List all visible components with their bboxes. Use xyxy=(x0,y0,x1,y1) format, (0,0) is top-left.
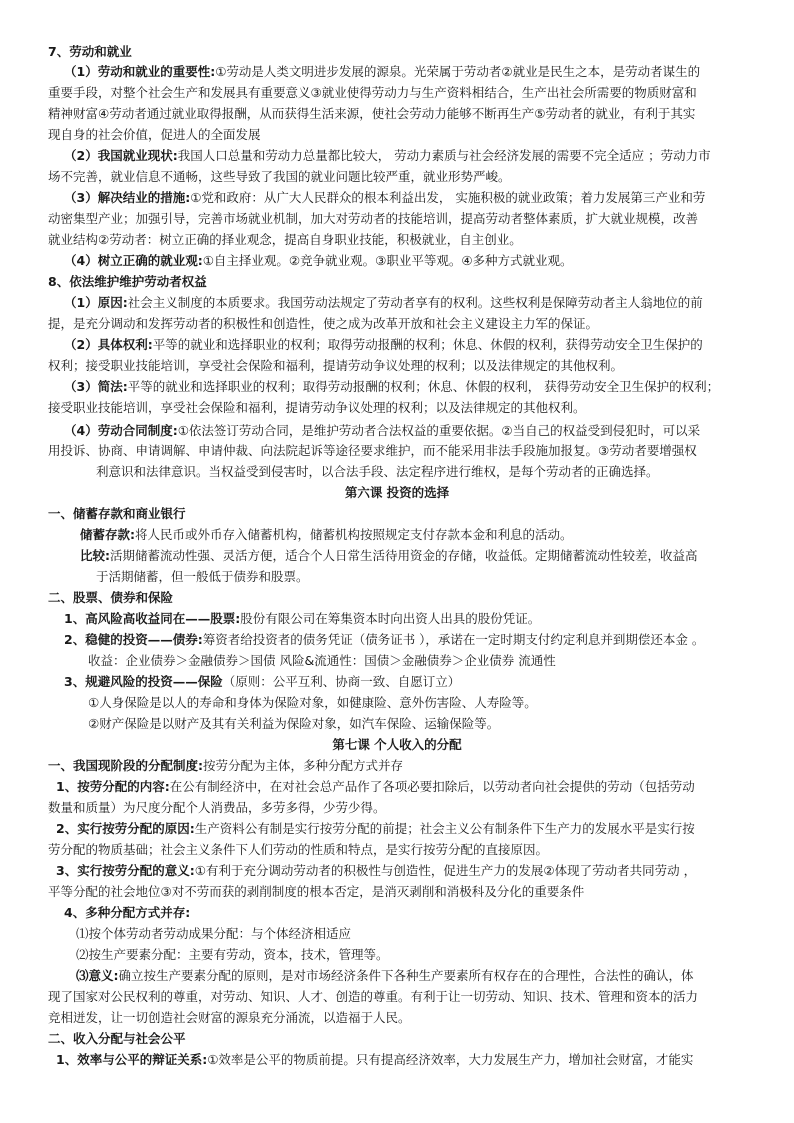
heading-line xyxy=(64,903,190,923)
heading-line xyxy=(48,1029,186,1049)
bold-label: 储蓄存款: xyxy=(80,527,135,542)
text-line xyxy=(64,146,711,166)
text-line xyxy=(48,104,695,124)
text-line xyxy=(88,651,556,671)
line-text: 竞相迸发，让一切创造社会财富的源泉充分涌流，以造福于人民。 xyxy=(48,1010,411,1025)
line-text: 就业结构②劳动者：树立正确的择业观念，提高自身职业技能，积极就业，自主创业。 xyxy=(48,232,522,247)
line-text: ①党和政府：从广大人民群众的根本利益出发， 实施积极的就业政策；着力发展第三产业和劳 xyxy=(190,190,706,205)
text-line xyxy=(80,525,573,545)
heading-line xyxy=(48,588,173,608)
line-text: 在公有制经济中，在对社会总产品作了各项必要扣除后，以劳动者向社会提供的劳动（包括劳动 xyxy=(169,779,695,794)
line-text: 二、股票、债券和保险 xyxy=(48,590,174,605)
bold-label: 3、规避风险的投资——保险 xyxy=(64,674,223,689)
line-text: 第七课 个人收入的分配 xyxy=(332,737,462,752)
bold-label: 1、高风险高收益同在——股票: xyxy=(64,611,241,626)
text-line xyxy=(64,377,719,397)
line-text: ⑴按个体劳动者劳动成果分配：与个体经济相适应 xyxy=(76,926,352,941)
section-heading xyxy=(0,483,794,503)
text-line xyxy=(64,421,700,441)
bold-label: （2）具体权利: xyxy=(64,337,153,352)
text-line xyxy=(48,167,511,187)
text-line xyxy=(48,756,403,776)
bold-label: （1）原因: xyxy=(64,295,128,310)
line-text: 现自身的社会价值，促进人的全面发展 xyxy=(48,127,261,142)
line-text: 于活期储蓄，但一般低于债券和股票。 xyxy=(96,569,309,584)
text-line xyxy=(64,609,540,629)
text-line xyxy=(80,546,698,566)
line-text: 动密集型产业；加强引导，完善市场就业机制，加大对劳动者的技能培训，提高劳动者整体素质，扩大就业规模，改善 xyxy=(48,211,699,226)
text-line xyxy=(48,230,522,250)
text-line xyxy=(48,798,386,818)
line-text: 7、劳动和就业 xyxy=(48,44,132,59)
line-text: 生产资料公有制是实行按劳分配的前提；社会主义公有制条件下生产力的发展水平是实行按 xyxy=(194,821,695,836)
text-line xyxy=(56,777,695,797)
line-text: ⑵按生产要素分配：主要有劳动，资本，技术，管理等。 xyxy=(76,947,389,962)
bold-label: 1、按劳分配的内容: xyxy=(56,779,170,794)
text-line xyxy=(48,83,697,103)
text-line xyxy=(56,1050,693,1070)
line-text: 接受职业技能培训，享受社会保险和福利，提请劳动争议处理的权利；以及法律规定的其他权利。 xyxy=(48,400,586,415)
line-text: ①自主择业观。②竞争就业观。③职业平等观。④多种方式就业观。 xyxy=(202,253,573,268)
bold-label: 2、实行按劳分配的原因: xyxy=(56,821,195,836)
text-line xyxy=(96,567,309,587)
line-text: 二、收入分配与社会公平 xyxy=(48,1031,186,1046)
bold-label: ⑶意义: xyxy=(76,968,119,983)
bold-label: 比较: xyxy=(80,548,110,563)
text-line xyxy=(64,251,573,271)
text-line xyxy=(56,819,695,839)
heading-line xyxy=(48,272,207,292)
line-text: 将人民币或外币存入储蓄机构，储蓄机构按照规定支付存款本金和利息的活动。 xyxy=(135,527,573,542)
text-line xyxy=(48,840,548,860)
text-line xyxy=(88,693,537,713)
line-text: 收益：企业债券＞金融债券＞国债 风险&流通性：国债＞金融债券＞企业债券 流通性 xyxy=(88,653,556,668)
text-line xyxy=(48,125,261,145)
line-text: 筹资者给投资者的债务凭证（债务证书 ），承诺在一定时期支付约定利息并到期偿还本金 。 xyxy=(202,632,705,647)
text-line xyxy=(64,672,460,692)
line-text: 社会主义制度的本质要求。我国劳动法规定了劳动者享有的权利。这些权利是保障劳动者主人翁地位的前 xyxy=(127,295,703,310)
line-text: 第六课 投资的选择 xyxy=(344,485,450,500)
text-line xyxy=(48,356,623,376)
line-text: ①效率是公平的物质前提。只有提高经济效率，大力发展生产力，增加社会财富，才能实 xyxy=(207,1052,694,1067)
text-line xyxy=(48,987,698,1007)
line-text: ①劳动是人类文明进步发展的源泉。光荣属于劳动者②就业是民生之本，是劳动者谋生的 xyxy=(215,64,701,79)
text-line xyxy=(64,62,700,82)
text-line xyxy=(48,882,584,902)
line-text: ①依法签订劳动合同，是维护劳动者合法权益的重要依据。②当自己的权益受到侵犯时，可以采 xyxy=(177,423,701,438)
line-text: 利意识和法律意识。当权益受到侵害时，以合法手段、法定程序进行维权，是每个劳动者的正确选择。 xyxy=(96,464,659,479)
line-text: 一、储蓄存款和商业银行 xyxy=(48,506,186,521)
line-text: 精神财富④劳动者通过就业取得报酬，从而获得生活来源，使社会劳动力能够不断再生产⑤劳动者的就业，有利于其实 xyxy=(48,106,696,121)
line-text: ①有利于充分调动劳动者的积极性与创造性，促进生产力的发展②体现了劳动者共同劳动 ， xyxy=(194,863,697,878)
text-line xyxy=(64,630,704,650)
line-text: 现了国家对公民权利的尊重，对劳动、知识、人才、创造的尊重。有利于让一切劳动、知识、技术、管理和资本的活力 xyxy=(48,989,699,1004)
text-line xyxy=(76,924,351,944)
line-text: 活期储蓄流动性强、灵活方便，适合个人日常生活待用资金的存储，收益低。定期储蓄流动性较差，收益高 xyxy=(110,548,698,563)
line-text: 4、多种分配方式并存: xyxy=(64,905,191,920)
text-line xyxy=(48,314,598,334)
section-heading xyxy=(0,735,794,755)
text-line xyxy=(48,441,697,461)
text-line xyxy=(48,398,586,418)
bold-label: （2）我国就业现状: xyxy=(64,148,178,163)
line-text: ②财产保险是以财产及其有关利益为保险对象，如汽车保险、运输保险等。 xyxy=(88,716,500,731)
text-line xyxy=(76,966,694,986)
text-line xyxy=(64,188,705,208)
line-text: 重要手段，对整个社会生产和发展具有重要意义③就业使得劳动力与生产资料相结合，生产出社会所需要的物质财富和 xyxy=(48,85,697,100)
bold-label: 2、稳健的投资——债券: xyxy=(64,632,203,647)
text-line xyxy=(48,209,698,229)
line-text: 按劳分配为主体，多种分配方式并存 xyxy=(203,758,404,773)
line-text: 8、依法维护维护劳动者权益 xyxy=(48,274,207,289)
line-text: 提，是充分调动和发挥劳动者的积极性和创造性，使之成为改革开放和社会主义建设主力军的保证。 xyxy=(48,316,599,331)
bold-label: （1）劳动和就业的重要性: xyxy=(64,64,216,79)
text-line xyxy=(64,335,703,355)
text-line xyxy=(64,293,703,313)
line-text: 平等的就业和选择职业的权利；取得劳动报酬的权利；休息、休假的权利， 获得劳动安全卫生保护的权利； xyxy=(127,379,720,394)
text-line xyxy=(48,1008,411,1028)
text-line xyxy=(76,945,389,965)
line-text: 劳分配的物质基础；社会主义条件下人们劳动的性质和特点，是实行按劳分配的直接原因。 xyxy=(48,842,549,857)
line-text: 平等分配的社会地位③对不劳而获的剥削制度的根本否定，是消灭剥削和消极科及分化的重要条件 xyxy=(48,884,585,899)
bold-label: 1、效率与公平的辩证关系: xyxy=(56,1052,208,1067)
bold-label: 3、实行按劳分配的意义: xyxy=(56,863,195,878)
line-text: 平等的就业和选择职业的权利；取得劳动报酬的权利；休息、休假的权利，获得劳动安全卫生保护的 xyxy=(152,337,703,352)
bold-label: （3）简法: xyxy=(64,379,128,394)
line-text: 权利；接受职业技能培训，享受社会保险和福利，提请劳动争议处理的权利；以及法律规定的其他权利。 xyxy=(48,358,624,373)
line-text: （原则：公平互利、协商一致、自愿订立） xyxy=(222,674,461,689)
text-line xyxy=(96,462,659,482)
line-text: 股份有限公司在筹集资本时向出资人出具的股份凭证。 xyxy=(240,611,541,626)
line-text: 我国人口总量和劳动力总量都比较大， 劳动力素质与社会经济发展的需要不完全适应 ；劳动力市 xyxy=(177,148,711,163)
text-line xyxy=(56,861,696,881)
line-text: ①人身保险是以人的寿命和身体为保险对象，如健康险、意外伤害险、人寿险等。 xyxy=(88,695,537,710)
line-text: 用投诉、协商、申请调解、申请仲裁、向法院起诉等途径要求维护，而不能采用非法手段施加报复。③劳动者要增强权 xyxy=(48,443,697,458)
bold-label: （3）解决结业的措施: xyxy=(64,190,191,205)
bold-label: 一、我国现阶段的分配制度: xyxy=(48,758,203,773)
bold-label: （4）树立正确的就业观: xyxy=(64,253,203,268)
heading-line xyxy=(48,504,186,524)
bold-label: （4）劳动合同制度: xyxy=(64,423,178,438)
line-text: 数量和质量）为尺度分配个人消费品，多劳多得，少劳少得。 xyxy=(48,800,386,815)
line-text: 场不完善，就业信息不通畅，这些导致了我国的就业问题比较严重，就业形势严峻。 xyxy=(48,169,511,184)
text-line xyxy=(88,714,499,734)
line-text: 确立按生产要素分配的原则，是对市场经济条件下各种生产要素所有权存在的合理性，合法性的确认，体 xyxy=(118,968,694,983)
heading-line xyxy=(48,42,132,62)
